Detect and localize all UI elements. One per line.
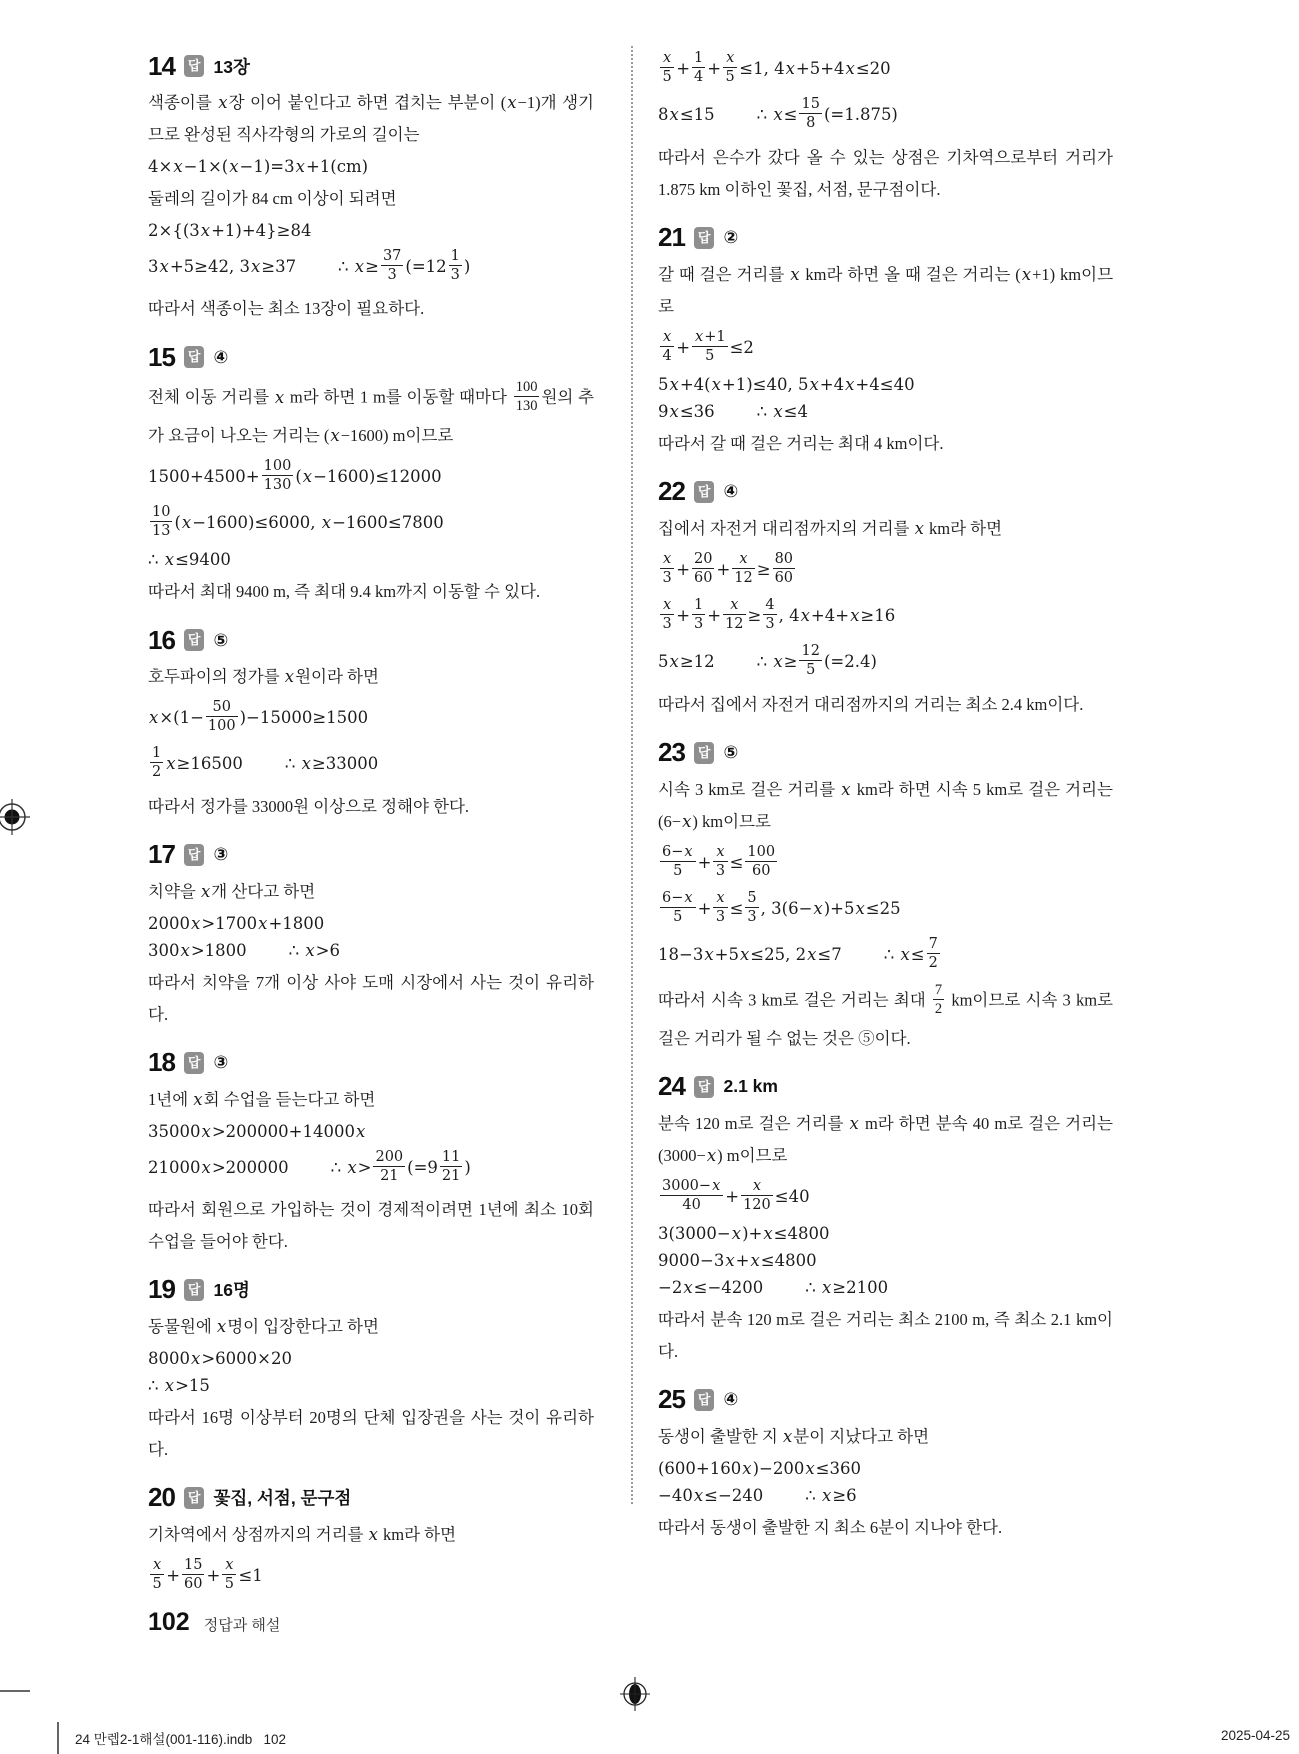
problem-20 <box>148 1482 594 1597</box>
fraction: $\frac{15}{8}$ <box>801 96 820 132</box>
text-line: 둘레의 길이가 84 cm 이상이 되려면 <box>148 189 397 208</box>
equation-line: ∴ x>15 <box>148 1375 210 1395</box>
math-variable: x <box>663 50 672 66</box>
answer-badge: 답 <box>694 481 715 503</box>
text-line: 치약을 x개 산다고 하면 <box>148 881 316 901</box>
answer-badge: 답 <box>184 55 205 77</box>
problem-17 <box>148 839 594 1031</box>
math-variable: x <box>809 374 819 394</box>
math-variable: x <box>813 898 823 918</box>
registration-mark-icon <box>0 797 36 837</box>
math-variable: x <box>684 889 693 906</box>
problem-heading <box>658 1071 1113 1103</box>
problem-14 <box>148 50 594 325</box>
answer-text: ⑤ <box>723 742 739 762</box>
fraction: $\frac{x}{3}$ <box>713 843 727 880</box>
equation-line: $\frac{x}{5}$ + $\frac{1}{4}$ + $\frac{x}{5}$ ≤1, 4x+5+4x≤20 <box>658 49 1113 90</box>
math-variable: x <box>763 1223 773 1243</box>
answer-badge: 답 <box>184 346 205 368</box>
text-line: 따라서 정가를 33000원 이상으로 정해야 한다. <box>148 796 470 816</box>
equation-line: 5x+4(x+1)≤40, 5x+4x+4≤40 <box>658 374 915 394</box>
math-variable: x <box>201 1157 211 1177</box>
math-variable: x <box>330 425 340 445</box>
fraction: $\frac{10}{13}$ <box>152 503 171 539</box>
text-line: 집에서 자전거 대리점까지의 거리를 x km라 하면 <box>658 518 1003 538</box>
answer-badge: 답 <box>694 742 715 764</box>
fraction: $\frac{1}{4}$ <box>694 50 704 86</box>
equation-line: 21000x>200000 ∴ x> $\frac{200}{21}$ (=9 $\frac{11}{21}$ ) <box>148 1148 471 1184</box>
math-variable: x <box>201 1121 211 1141</box>
math-variable: x <box>800 606 810 626</box>
math-variable: x <box>790 264 800 284</box>
math-variable: x <box>295 157 305 176</box>
answer-text: ③ <box>213 844 229 864</box>
fraction: $\frac{11}{21}$ <box>441 1148 461 1184</box>
answer-text: 16명 <box>213 1280 250 1301</box>
text-line: 따라서 색종이는 최소 13장이 필요하다. <box>148 299 425 319</box>
page-footer <box>148 1608 280 1637</box>
text-line: 따라서 은수가 갔다 올 수 있는 상점은 기차역으로부터 거리가 1.875 km 이하인 꽃집, 서점, 문구점이다. <box>658 147 1113 199</box>
math-variable: x <box>850 606 860 626</box>
problem-number: 24 <box>658 1071 685 1101</box>
math-variable: x <box>200 221 211 240</box>
equation-line: x×(1− $\frac{50}{100}$ )−15000≥1500 <box>149 699 369 735</box>
math-variable: x <box>782 1426 793 1446</box>
equation-line: 8x≤15 ∴ x≤ $\frac{15}{8}$ (=1.875) <box>658 96 898 132</box>
fraction: $\frac{100}{60}$ <box>747 843 776 879</box>
problem-heading <box>658 476 1113 508</box>
fraction: $\frac{x}{3}$ <box>660 596 674 633</box>
math-variable: x <box>845 374 855 394</box>
problem-16 <box>148 624 594 823</box>
problem-number: 18 <box>148 1047 175 1077</box>
problem-24 <box>658 1071 1113 1368</box>
text-line: 동물원에 x명이 입장한다고 하면 <box>148 1316 379 1336</box>
math-variable: x <box>347 1157 357 1177</box>
equation-line: 35000x>200000+14000x <box>148 1121 366 1141</box>
fraction: $\frac{x}{12}$ <box>734 550 753 586</box>
math-variable: x <box>730 597 739 613</box>
equation-line: 5x≥12 ∴ x≥ $\frac{12}{5}$ (=2.4) <box>658 643 877 679</box>
math-variable: x <box>216 1316 227 1336</box>
equation-line: $\frac{1}{2}$ x≥16500 ∴ x≥33000 <box>152 745 379 781</box>
problem-number: 23 <box>658 737 685 767</box>
math-variable: x <box>191 913 201 933</box>
math-variable: x <box>704 945 714 965</box>
fraction: $\frac{x}{5}$ <box>723 49 737 86</box>
math-variable: x <box>711 374 721 394</box>
math-variable: x <box>181 512 192 532</box>
problem-25 <box>658 1384 1113 1544</box>
problem-number: 19 <box>148 1274 175 1305</box>
equation-line: −40x≤−240 ∴ x≥6 <box>658 1485 857 1505</box>
math-variable: x <box>149 708 159 728</box>
text-line: 따라서 16명 이상부터 20명의 단체 입장권을 사는 것이 유리하다. <box>148 1407 594 1459</box>
text-line: 갈 때 걸은 거리를 x km라 하면 올 때 걸은 거리는 (x+1) km이므로 <box>658 264 1114 316</box>
equation-line: $\frac{x}{4}$ + $\frac{x+1}{5}$ ≤2 <box>658 328 1113 369</box>
problem-18 <box>148 1047 594 1258</box>
math-variable: x <box>191 1348 201 1368</box>
equation-line: $\frac{x}{5}$ + $\frac{15}{60}$ + $\frac{x}{5}$ ≤1 <box>148 1556 594 1597</box>
problem-19 <box>148 1274 594 1466</box>
fraction: $\frac{7}{2}$ <box>934 982 943 1018</box>
math-variable: x <box>785 59 795 79</box>
math-variable: x <box>164 1375 175 1395</box>
math-variable: x <box>669 652 679 672</box>
column-right <box>658 44 1113 1560</box>
column-left <box>148 50 594 1613</box>
answer-badge: 답 <box>184 1279 205 1301</box>
equation-line: $\frac{6-x}{5}$ + $\frac{x}{3}$ ≤ $\frac{100}{60}$ <box>662 843 776 879</box>
equation-line: 3x+5≥42, 3x≥37 ∴ x≥ $\frac{37}{3}$ (=12 $\frac{1}{3}$ ) <box>148 248 471 284</box>
fraction: $\frac{15}{60}$ <box>184 1556 203 1592</box>
print-footer <box>0 1722 1299 1754</box>
fraction: $\frac{x}{120}$ <box>743 1177 771 1213</box>
fraction: $\frac{x}{3}$ <box>713 889 727 926</box>
fraction: $\frac{80}{60}$ <box>774 550 794 586</box>
math-variable: x <box>731 1223 742 1243</box>
registration-mark-icon <box>618 1672 652 1716</box>
math-variable: x <box>669 105 679 125</box>
fraction: $\frac{7}{2}$ <box>928 936 938 972</box>
math-variable: x <box>841 779 851 799</box>
text-line: 분속 120 m로 걸은 거리를 x m라 하면 분속 40 m로 걸은 거리는 (3000−x) m이므로 <box>658 1113 1113 1165</box>
math-variable: x <box>669 374 679 394</box>
problem-heading <box>148 1482 594 1514</box>
math-variable: x <box>225 1556 234 1573</box>
math-variable: x <box>274 387 285 407</box>
equation-line: −2x≤−4200 ∴ x≥2100 <box>658 1277 889 1297</box>
equation-line: ∴ x≤9400 <box>148 550 231 569</box>
equation-line: 18−3x+5x≤25, 2x≤7 ∴ x≤ $\frac{7}{2}$ <box>658 936 938 972</box>
math-variable: x <box>773 401 783 421</box>
equation-line: 2×{(3x+1)+4}≥84 <box>148 221 312 240</box>
math-variable: x <box>200 881 211 901</box>
problem-number: 25 <box>658 1384 685 1415</box>
math-variable: x <box>822 1485 832 1505</box>
text-line: 따라서 분속 120 m로 걸은 거리는 최소 2100 m, 즉 최소 2.1 km이다. <box>658 1309 1113 1361</box>
equation-line: 2000x>1700x+1800 <box>148 913 325 933</box>
math-variable: x <box>305 940 315 960</box>
problem-number: 17 <box>148 839 175 869</box>
math-variable: x <box>914 518 924 538</box>
math-variable: x <box>173 157 183 176</box>
math-variable: x <box>716 843 725 860</box>
crop-mark-dash <box>0 1690 30 1692</box>
answer-text: ③ <box>213 1052 229 1072</box>
equation-line: $\frac{10}{13}$ (x−1600)≤6000, x−1600≤7800 <box>152 503 444 539</box>
math-variable: x <box>805 1458 815 1478</box>
equation-line: 3(3000−x)+x≤4800 <box>658 1223 830 1243</box>
print-footer-filename: 24 만렙2-1해설(001-116).indb 102 <box>75 1732 287 1747</box>
answer-text: 13장 <box>213 56 250 77</box>
problem-heading <box>148 50 594 82</box>
text-line: 따라서 시속 3 km로 걸은 거리는 최대 $\frac{7}{2}$ km이므로 시속 3 km로 걸은 거리가 될 수 없는 것은 ⑤이다. <box>658 982 1113 1048</box>
fraction: $\frac{x}{3}$ <box>660 550 674 587</box>
math-variable: x <box>739 550 748 567</box>
math-variable: x <box>159 257 169 277</box>
fraction: $\frac{20}{60}$ <box>694 550 713 586</box>
math-variable: x <box>821 1277 832 1297</box>
fraction: $\frac{x}{5}$ <box>660 49 674 86</box>
math-variable: x <box>166 754 176 774</box>
math-variable: x <box>663 328 672 345</box>
fraction: $\frac{6-x}{5}$ <box>660 889 696 926</box>
math-variable: x <box>218 93 228 112</box>
math-variable: x <box>716 889 725 906</box>
math-variable: x <box>750 1250 760 1270</box>
equation-line: 4×x−1×(x−1)=3x+1(cm) <box>148 157 369 176</box>
math-variable: x <box>284 667 295 686</box>
math-variable: x <box>712 1177 721 1194</box>
problem-number: 21 <box>658 222 685 252</box>
math-variable: x <box>663 597 672 613</box>
fraction: $\frac{200}{21}$ <box>375 1148 404 1184</box>
fraction: $\frac{x}{4}$ <box>660 328 674 365</box>
equation-line: 9000−3x+x≤4800 <box>658 1250 817 1270</box>
math-variable: x <box>321 512 332 532</box>
math-variable: x <box>229 157 239 176</box>
math-variable: x <box>684 843 693 860</box>
math-variable: x <box>695 328 704 345</box>
problem-heading <box>148 624 594 656</box>
math-variable: x <box>153 1556 162 1573</box>
problem-continuation <box>658 49 1113 206</box>
answer-text: ④ <box>213 346 229 367</box>
fraction: $\frac{4}{3}$ <box>765 597 775 633</box>
fraction: $\frac{x}{5}$ <box>150 1556 164 1593</box>
problem-heading <box>148 1274 594 1306</box>
equation-line: 8000x>6000×20 <box>148 1348 292 1368</box>
text-line: 동생이 출발한 지 x분이 지났다고 하면 <box>658 1426 930 1446</box>
fraction: $\frac{6-x}{5}$ <box>660 843 696 880</box>
answer-text: ④ <box>723 1389 739 1410</box>
math-variable: x <box>725 1250 735 1270</box>
fraction: $\frac{x}{12}$ <box>725 597 744 633</box>
math-variable: x <box>773 105 783 125</box>
text-line: 호두파이의 정가를 x원이라 하면 <box>148 667 379 686</box>
fraction: $\frac{50}{100}$ <box>207 699 236 735</box>
math-variable: x <box>368 1524 378 1544</box>
math-variable: x <box>1021 264 1032 284</box>
problem-number: 20 <box>148 1482 175 1513</box>
math-variable: x <box>355 1121 366 1141</box>
problem-number: 16 <box>148 624 175 655</box>
text-line: 기차역에서 상점까지의 거리를 x km라 하면 <box>148 1524 457 1544</box>
text-line: 1년에 x회 수업을 듣는다고 하면 <box>148 1089 376 1109</box>
math-variable: x <box>682 811 692 831</box>
answer-badge: 답 <box>694 227 715 249</box>
math-variable: x <box>302 466 313 486</box>
text-line: 따라서 최대 9400 m, 즉 최대 9.4 km까지 이동할 수 있다. <box>148 582 541 601</box>
math-variable: x <box>354 257 365 277</box>
problem-23 <box>658 737 1113 1055</box>
fraction: $\frac{12}{5}$ <box>801 643 820 679</box>
math-variable: x <box>193 1089 203 1109</box>
math-variable: x <box>900 945 910 965</box>
math-variable: x <box>301 754 311 774</box>
fraction: $\frac{x+1}{5}$ <box>692 328 728 365</box>
equation-line: $\frac{3000-x}{40}$ + $\frac{x}{120}$ ≤40 <box>662 1177 810 1213</box>
text-line: 따라서 동생이 출발한 지 최소 6분이 지나야 한다. <box>658 1517 1003 1537</box>
equation-line: $\frac{6-x}{5}$ + $\frac{x}{3}$ ≤ $\frac{5}{3}$ , 3(6−x)+5x≤25 <box>662 889 901 925</box>
problem-number: 14 <box>148 50 175 81</box>
math-variable: x <box>250 257 261 277</box>
math-variable: x <box>855 898 865 918</box>
math-variable: x <box>845 59 855 79</box>
problem-number: 15 <box>148 341 175 372</box>
fraction: $\frac{1}{3}$ <box>450 248 460 284</box>
answer-badge: 답 <box>694 1076 715 1098</box>
text-line: 따라서 집에서 자전거 대리점까지의 거리는 최소 2.4 km이다. <box>658 694 1084 714</box>
text-line: 색종이를 x장 이어 붙인다고 하면 겹치는 부분이 (x−1)개 생기므로 완성된 직사각형의 가로의 길이는 <box>148 93 594 144</box>
fraction: $\frac{1}{2}$ <box>152 745 162 781</box>
math-variable: x <box>258 913 268 933</box>
page-number: 102 <box>148 1608 190 1636</box>
problem-heading <box>658 1384 1113 1416</box>
answer-text: ② <box>723 227 739 247</box>
page-footer-label: 정답과 해설 <box>203 1617 281 1634</box>
math-variable: x <box>693 1485 704 1505</box>
answer-badge: 답 <box>184 1052 205 1074</box>
math-variable: x <box>752 1177 762 1194</box>
print-footer-date: 2025-04-25 <box>1220 1728 1290 1743</box>
problem-heading <box>148 1047 594 1079</box>
text-line: 따라서 회원으로 가입하는 것이 경제적이려면 1년에 최소 10회 수업을 들어야 한다. <box>148 1199 594 1251</box>
math-variable: x <box>849 1113 859 1133</box>
math-variable: x <box>663 550 672 567</box>
fraction: $\frac{37}{3}$ <box>382 248 402 284</box>
problem-heading <box>658 222 1113 254</box>
answer-badge: 답 <box>694 1389 715 1411</box>
text-line: 따라서 갈 때 걸은 거리는 최대 4 km이다. <box>658 433 944 453</box>
math-variable: x <box>180 940 190 960</box>
math-variable: x <box>507 93 517 112</box>
equation-line: 300x>1800 ∴ x>6 <box>148 940 340 960</box>
answer-text: ⑤ <box>213 629 229 650</box>
math-variable: x <box>773 652 783 672</box>
fraction: $\frac{100}{130}$ <box>515 379 538 415</box>
math-variable: x <box>706 1145 717 1165</box>
math-variable: x <box>742 1458 752 1478</box>
answer-text: 2.1 km <box>723 1076 778 1096</box>
column-divider <box>631 46 633 1504</box>
math-variable: x <box>164 550 175 569</box>
equation-line: $\frac{x}{3}$ + $\frac{20}{60}$ + $\frac{x}{12}$ ≥ $\frac{80}{60}$ <box>658 550 1113 591</box>
fraction: $\frac{x}{5}$ <box>222 1556 236 1593</box>
answer-badge: 답 <box>184 844 205 866</box>
math-variable: x <box>739 945 750 965</box>
equation-line: 9x≤36 ∴ x≤4 <box>658 401 808 421</box>
problem-21 <box>658 222 1113 460</box>
text-line: 시속 3 km로 걸은 거리를 x km라 하면 시속 5 km로 걸은 거리는 (6−x) km이므로 <box>658 779 1113 831</box>
problem-number: 22 <box>658 476 685 507</box>
equation-line: 1500+4500+ $\frac{100}{130}$ (x−1600)≤12000 <box>148 457 442 493</box>
problem-15 <box>148 341 594 608</box>
problem-heading <box>148 341 594 373</box>
math-variable: x <box>669 401 679 421</box>
fraction: $\frac{100}{130}$ <box>263 457 292 493</box>
equation-line: (600+160x)−200x≤360 <box>658 1458 861 1478</box>
math-variable: x <box>683 1277 693 1297</box>
math-variable: x <box>726 50 735 66</box>
fraction: $\frac{1}{3}$ <box>694 597 704 633</box>
math-variable: x <box>807 945 817 965</box>
text-line: 전체 이동 거리를 x m라 하면 1 m를 이동할 때마다 $\frac{100}{130}$ 원의 추가 요금이 나오는 거리는 (x−1600) m이므로 <box>148 379 595 445</box>
fraction: $\frac{5}{3}$ <box>747 889 757 925</box>
problem-22 <box>658 476 1113 721</box>
answer-text: ④ <box>723 481 739 502</box>
problem-heading <box>148 839 594 871</box>
answer-badge: 답 <box>184 629 205 651</box>
problem-heading <box>658 737 1113 769</box>
text-line: 따라서 치약을 7개 이상 사야 도매 시장에서 사는 것이 유리하다. <box>148 972 594 1024</box>
fraction: $\frac{3000-x}{40}$ <box>660 1177 723 1214</box>
equation-line: $\frac{x}{3}$ + $\frac{1}{3}$ + $\frac{x}{12}$ ≥ $\frac{4}{3}$ , 4x+4+x≥16 <box>658 596 1113 637</box>
answer-text: 꽃집, 서점, 문구점 <box>213 1488 352 1509</box>
answer-badge: 답 <box>184 1487 205 1509</box>
